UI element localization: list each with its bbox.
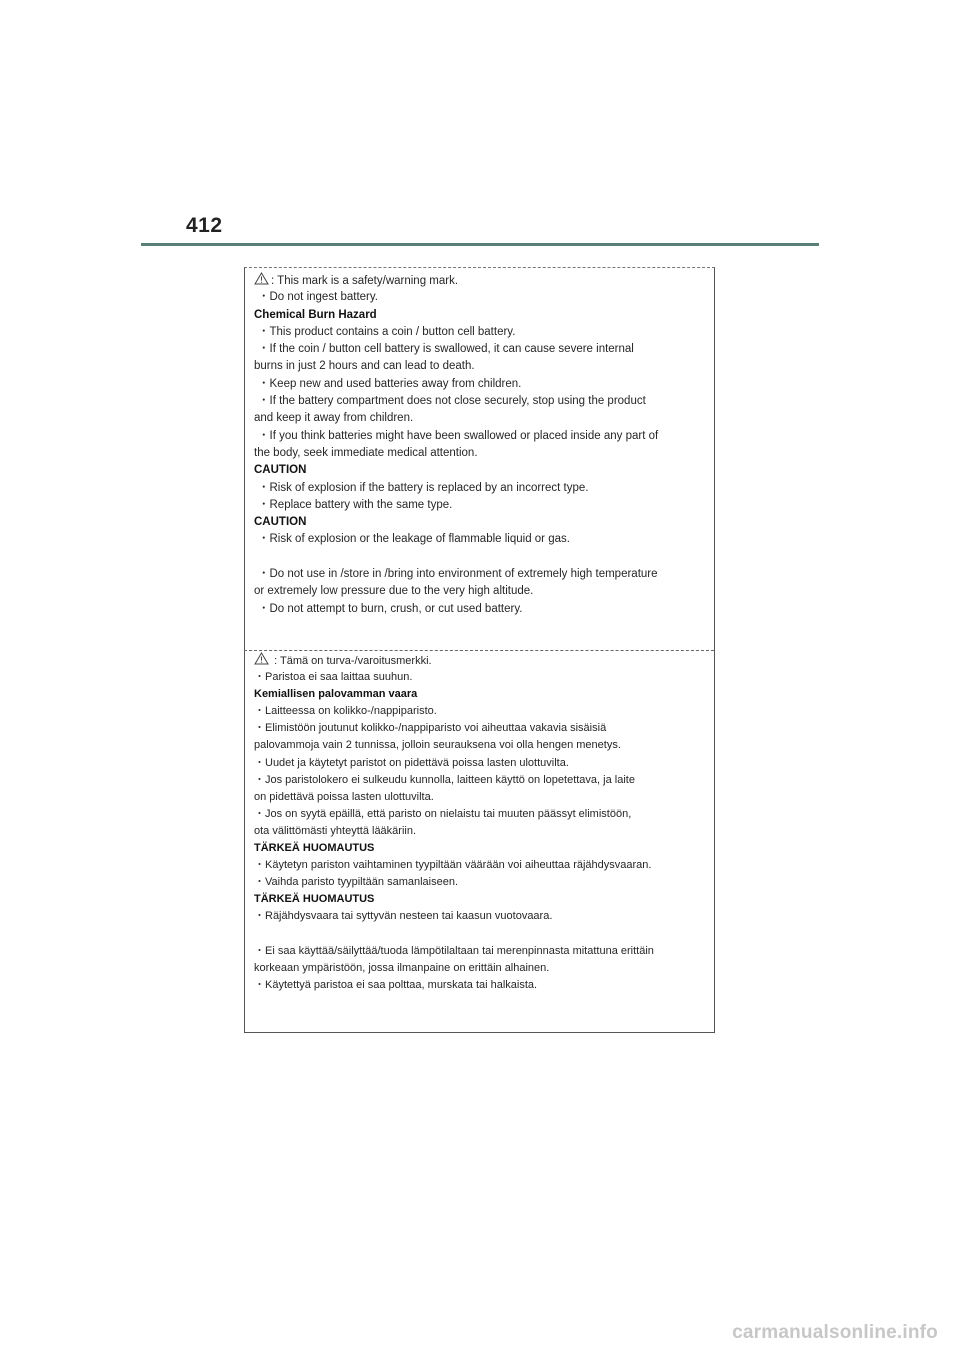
warning-triangle-icon: [254, 652, 269, 665]
text-line: ota välittömästi yhteyttä lääkäriin.: [254, 824, 417, 837]
text-line: ・If the battery compartment does not close securely, stop using the product: [258, 395, 646, 408]
hazard-heading: Kemiallisen palovamman vaara: [254, 688, 418, 701]
caution-heading: CAUTION: [254, 464, 307, 477]
caution-heading: TÄRKEÄ HUOMAUTUS: [254, 842, 375, 855]
text-line: ・Käytetyn pariston vaihtaminen tyypiltään väärään voi aiheuttaa räjähdysvaaran.: [254, 859, 652, 872]
text-line: korkeaan ympäristöön, jossa ilmanpaine on erittäin alhainen.: [254, 961, 550, 974]
site-watermark: carmanualsonline.info: [732, 1322, 938, 1343]
warning-triangle-icon: [254, 272, 269, 285]
text-line: ・Elimistöön joutunut kolikko-/nappiparisto voi aiheuttaa vakavia sisäisiä: [254, 722, 607, 735]
text-line: ・Räjähdysvaara tai syttyvän nesteen tai kaasun vuotovaara.: [254, 910, 553, 923]
blank-line: [254, 926, 709, 943]
blank-line: [254, 549, 709, 566]
text-line: ・Do not attempt to burn, crush, or cut used battery.: [258, 602, 523, 615]
hazard-heading: Chemical Burn Hazard: [254, 308, 377, 321]
text-line: ・If you think batteries might have been swallowed or placed inside any part of: [258, 429, 659, 442]
text-line: palovammoja vain 2 tunnissa, jolloin seurauksena voi olla hengen menetys.: [254, 739, 621, 752]
text-line: ・Do not ingest battery.: [258, 291, 378, 304]
text-line: ・Keep new and used batteries away from children.: [258, 377, 522, 390]
text-line: ・If the coin / button cell battery is swallowed, it can cause severe internal: [258, 343, 634, 356]
text-line: burns in just 2 hours and can lead to death.: [254, 360, 475, 373]
text-line: ・Paristoa ei saa laittaa suuhun.: [254, 671, 413, 684]
page-number: 412: [186, 214, 223, 237]
text-line: ・Jos paristolokero ei sulkeudu kunnolla, laitteen käyttö on lopetettava, ja laite: [254, 773, 635, 786]
text-line: ・Replace battery with the same type.: [258, 498, 453, 511]
text-line: or extremely low pressure due to the very high altitude.: [254, 585, 534, 598]
text-line: on pidettävä poissa lasten ulottuvilta.: [254, 790, 434, 803]
finnish-warning-section: [254, 652, 709, 994]
text-line: ・Risk of explosion if the battery is replaced by an incorrect type.: [258, 481, 589, 494]
text-line: ・Käytettyä paristoa ei saa polttaa, murskata tai halkaista.: [254, 978, 538, 991]
warning-mark-line: [254, 652, 709, 669]
text-line: ・Ei saa käyttää/säilyttää/tuoda lämpötilaltaan tai merenpinnasta mitattuna erittäin: [254, 944, 654, 957]
text-line: ・Laitteessa on kolikko-/nappiparisto.: [254, 705, 437, 718]
english-warning-section: [254, 272, 709, 618]
text-line: ・This product contains a coin / button cell battery.: [258, 325, 516, 338]
text-line: ・Jos on syytä epäillä, että paristo on nielaistu tai muuten päässyt elimistöön,: [254, 807, 632, 820]
text-line: ・Vaihda paristo tyypiltään samanlaiseen.: [254, 876, 459, 889]
caution-heading: CAUTION: [254, 516, 307, 529]
warning-mark-text: : Tämä on turva-/varoitusmerkki.: [274, 655, 432, 667]
caution-heading: TÄRKEÄ HUOMAUTUS: [254, 893, 375, 906]
warning-mark-line: [254, 272, 709, 289]
header-rule: [141, 243, 819, 246]
text-line: and keep it away from children.: [254, 412, 414, 425]
text-line: ・Uudet ja käytetyt paristot on pidettävä poissa lasten ulottuvilta.: [254, 756, 569, 769]
language-divider: [244, 650, 714, 651]
text-line: ・Do not use in /store in /bring into environment of extremely high temperature: [258, 568, 658, 581]
text-line: ・Risk of explosion or the leakage of flammable liquid or gas.: [258, 533, 570, 546]
warning-mark-text: : This mark is a safety/warning mark.: [271, 275, 459, 287]
text-line: the body, seek immediate medical attention.: [254, 446, 478, 459]
